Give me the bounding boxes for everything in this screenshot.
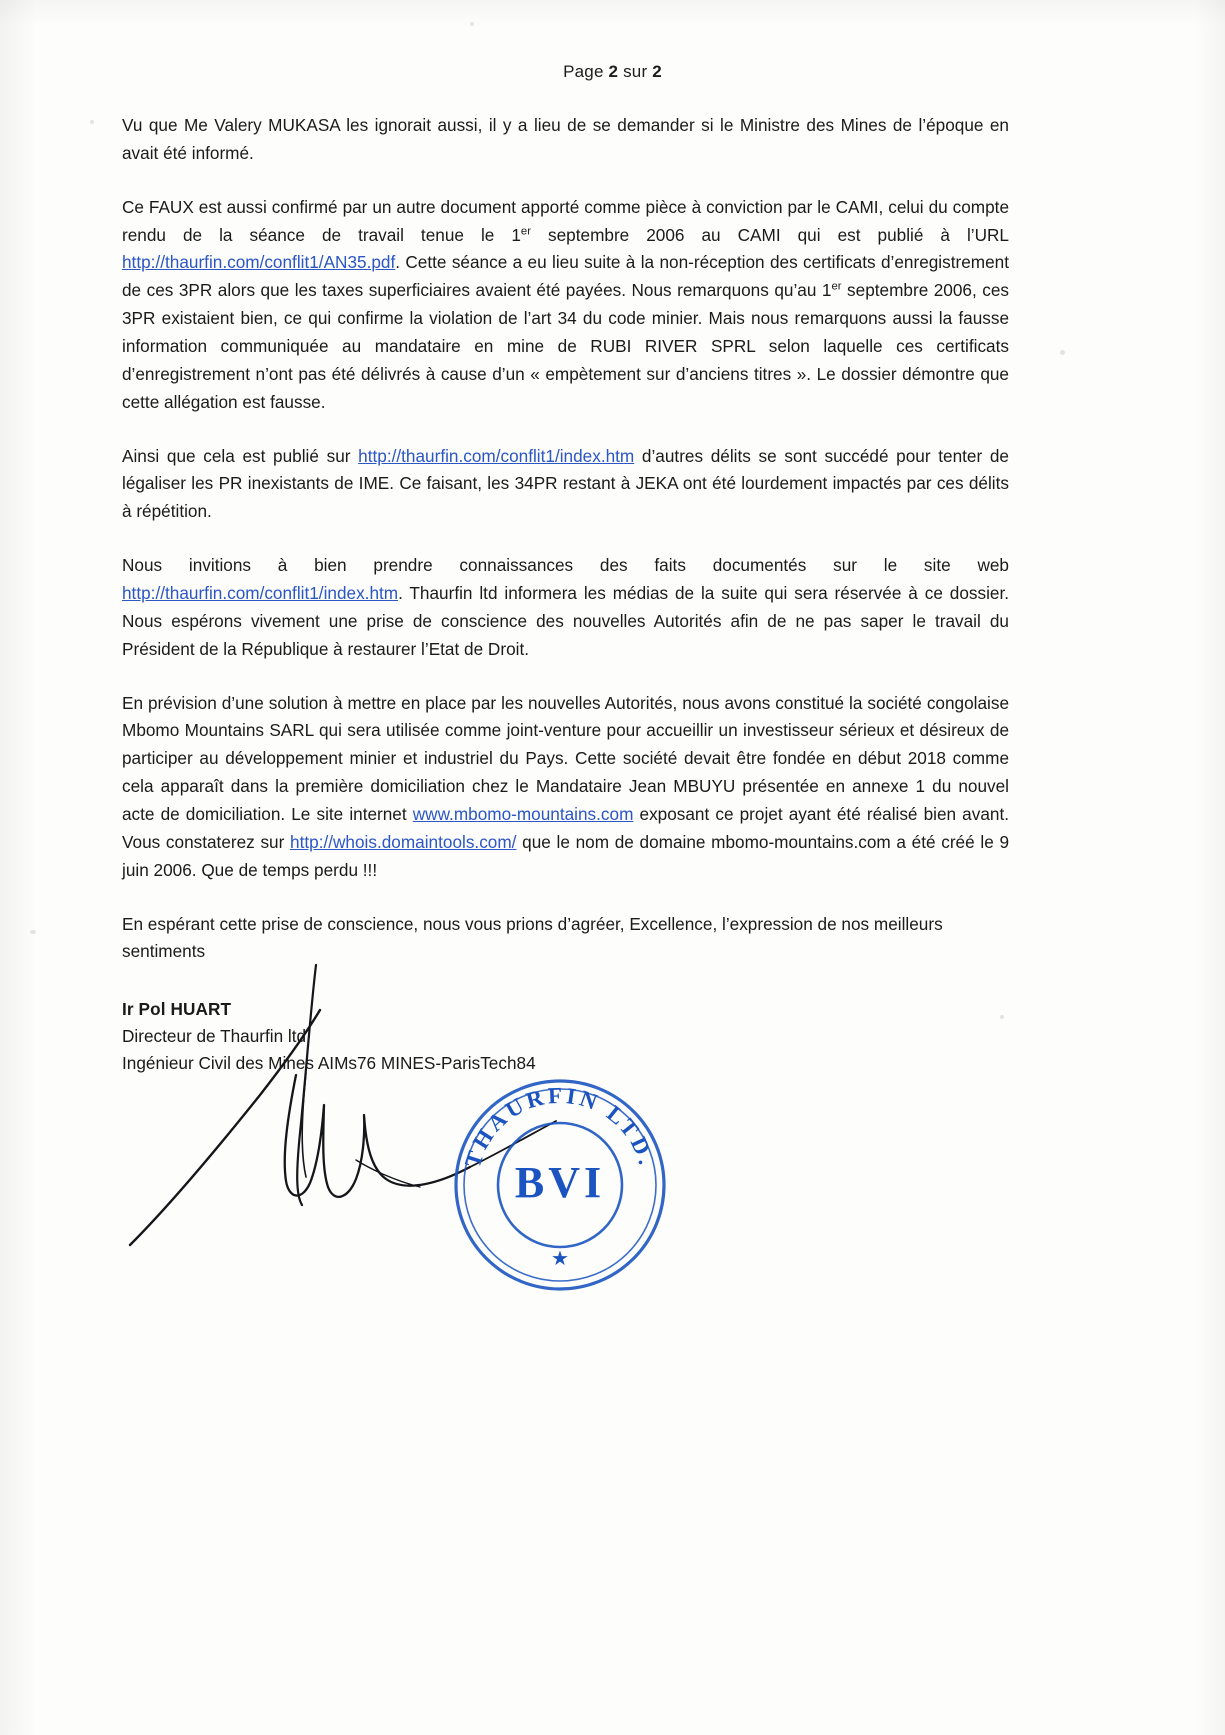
paragraph-text: septembre 2006, ces 3PR existaient bien, ce qui confirme la violation de l’art 34 du code minier. Mais nous remarquons aussi la fausse information communiquée au mandataire en mine de RUBI RIVER SPRL selon laquelle ces certificats d’enregistrement n’ont pas été délivrés à cause d’un « empètement sur d’anciens titres ». Le dossier démontre que cette allégation est fausse. (122, 280, 1009, 412)
paragraph-text: . Thaurfin ltd informera les médias de la suite qui sera réservée à ce dossier. Nous espérons vivement une prise de conscience des nouvelles Autorités afin de ne pas saper le travail du Président de la République à restaurer l’Etat de Droit. (122, 583, 1009, 659)
paragraph (122, 112, 1009, 168)
signer-title: Directeur de Thaurfin ltd (122, 1026, 307, 1046)
scan-speck (90, 120, 94, 124)
ordinal-suffix: er (831, 280, 842, 293)
stamp-star-icon: ★ (551, 1248, 569, 1270)
document-link[interactable]: http://thaurfin.com/conflit1/AN35.pdf (122, 252, 396, 273)
paragraph (122, 690, 1009, 885)
signature-block (122, 996, 1009, 1076)
stamp-center-text: BVI (514, 1158, 606, 1207)
signer-name: Ir Pol HUART (122, 999, 232, 1020)
signer-credentials: Ingénieur Civil des Mines AIMs76 MINES-ParisTech84 (122, 1052, 536, 1073)
svg-text:THAURFIN LTD. (460, 1083, 660, 1171)
scan-speck (470, 22, 474, 26)
paragraph (122, 911, 1009, 967)
paragraph-text: En prévision d’une solution à mettre en place par les nouvelles Autorités, nous avons constitué la société congolaise Mbomo Mountains SARL qui sera utilisée comme joint-venture pour accueillir un investisseur sérieux et désireux de participer au développement minier et industriel du Pays. Cette société devait être fondée en début 2018 comme cela apparaît dans la première domiciliation chez le Mandataire Jean MBUYU présentée en annexe 1 du nouvel acte de domiciliation. Le site internet (122, 692, 1009, 825)
paragraph-text: Nous invitions à bien prendre connaissances des faits documentés sur le site web (122, 555, 1009, 576)
scan-edge-left (0, 0, 36, 1735)
paragraph-text: En espérant cette prise de conscience, nous vous prions d’agréer, Excellence, l’expression de nos meilleurs sentiments (122, 913, 943, 962)
paragraph (122, 552, 1009, 663)
scan-speck (1000, 1015, 1004, 1019)
paragraph-text: que le nom de domaine mbomo-mountains.com a été créé le 9 juin 2006. Que de temps perdu !!! (122, 831, 1009, 880)
paragraph (122, 194, 1009, 417)
paragraph-text: exposant ce projet ayant été réalisé bien avant. Vous constaterez sur (122, 804, 1009, 852)
paragraph-text: Ainsi que cela est publié sur (122, 445, 359, 466)
scan-speck (30, 930, 36, 934)
scan-edge-top (0, 0, 1225, 26)
company-stamp (450, 1075, 670, 1295)
scan-speck (1060, 350, 1065, 355)
page-header-current: 2 (608, 62, 619, 81)
scan-edge-right (1195, 0, 1225, 1735)
page-header (0, 62, 1225, 82)
document-link[interactable]: http://thaurfin.com/conflit1/index.htm (122, 583, 399, 604)
paragraph-text: Vu que Me Valery MUKASA les ignorait aussi, il y a lieu de se demander si le Ministre des Mines de l’époque en avait été informé. (122, 115, 1009, 163)
document-link[interactable]: http://whois.domaintools.com/ (290, 831, 517, 852)
paragraph (122, 443, 1009, 527)
page-header-prefix: Page (563, 62, 609, 81)
paragraph-text: . Cette séance a eu lieu suite à la non-réception des certificats d’enregistrement de ces 3PR alors que les taxes superficiaires avaient été payées. Nous remarquons qu’au 1 (122, 252, 1009, 301)
document-body (122, 112, 1009, 1076)
page-header-total: 2 (652, 62, 662, 81)
paragraph-text: Ce FAUX est aussi confirmé par un autre document apporté comme pièce à conviction par le CAMI, celui du compte rendu de la séance de travail tenue le 1 (122, 196, 1009, 245)
document-link[interactable]: www.mbomo-mountains.com (412, 804, 634, 825)
document-link[interactable]: http://thaurfin.com/conflit1/index.htm (358, 445, 635, 466)
ordinal-suffix: er (520, 224, 532, 237)
page-header-middle: sur (618, 62, 653, 81)
paragraph-text: septembre 2006 au CAMI qui est publié à l’URL (531, 224, 1009, 245)
stamp-outer-text: THAURFIN LTD. (460, 1082, 660, 1171)
paragraph-text: d’autres délits se sont succédé pour tenter de légaliser les PR inexistants de IME. Ce faisant, les 34PR restant à JEKA ont été lourdement impactés par ces délits à répétition. (122, 445, 1009, 522)
